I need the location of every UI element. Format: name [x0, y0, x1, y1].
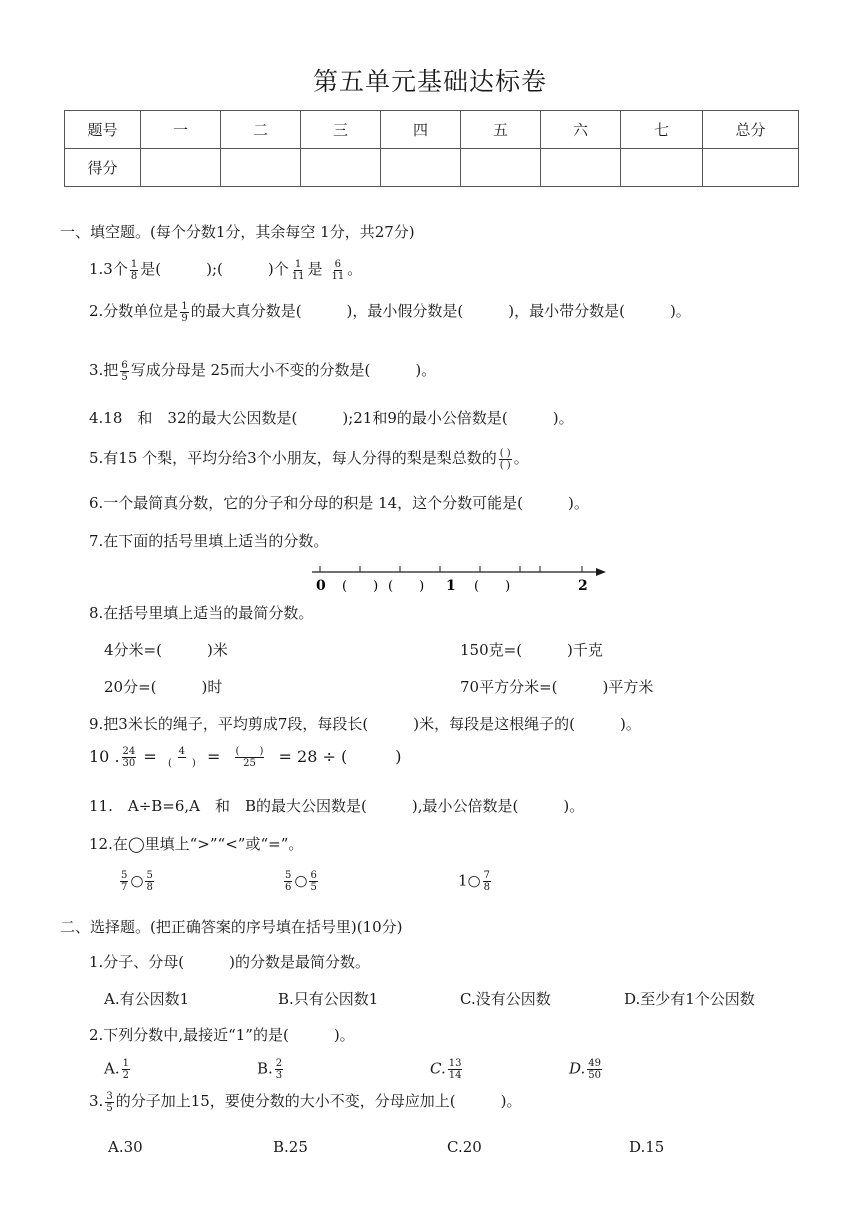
q-text: 10 . [89, 747, 120, 766]
score-header-cell: 三 [301, 111, 381, 149]
question-1-11: 11. A÷B=6,A 和 B的最大公因数是( ),最小公倍数是( )。 [89, 797, 585, 815]
choice-option[interactable] [569, 1058, 604, 1081]
numerator: 5 [285, 870, 292, 881]
numerator: 5 [121, 870, 128, 881]
numerator: ( ) [499, 447, 511, 459]
q-text: 是 [307, 260, 323, 278]
numerator: ( ) [235, 746, 264, 757]
numerator: 1 [294, 258, 302, 270]
score-table-header-row [65, 111, 799, 149]
q-text: 是( );( )个 [140, 260, 289, 278]
score-cell[interactable] [621, 149, 703, 187]
numerator: 49 [588, 1058, 601, 1069]
section2-heading: 二、选择题。(把正确答案的序号填在括号里)(10分) [60, 918, 403, 936]
choice-option[interactable]: C.没有公因数 [460, 990, 551, 1008]
score-header-cell: 五 [461, 111, 541, 149]
number-line-blank[interactable]: ( ) [388, 579, 425, 594]
fraction [164, 746, 200, 769]
fraction [448, 1058, 463, 1081]
question-2-2: 2.下列分数中,最接近“1”的是( )。 [89, 1026, 355, 1044]
option-letter: C. [430, 1059, 446, 1078]
score-row-label: 得分 [65, 149, 141, 187]
section1-heading: 一、填空题。(每个分数1分，其余每空 1分，共27分) [60, 223, 415, 241]
question-1-3 [89, 359, 436, 383]
choice-option[interactable] [104, 1058, 132, 1081]
score-header-cell: 题号 [65, 111, 141, 149]
denominator: 14 [448, 1070, 462, 1081]
q-text: 写成分母是 25而大小不变的分数是( )。 [130, 361, 437, 379]
score-header-cell: 七 [621, 111, 703, 149]
number-line-label-2: 2 [578, 578, 588, 594]
denominator: 8 [146, 882, 153, 893]
fraction [130, 259, 138, 282]
denominator: 11 [331, 270, 345, 282]
denominator: 5 [106, 1102, 113, 1114]
question-1-4: 4.18 和 32的最大公因数是( );21和9的最小公倍数是( )。 [89, 409, 574, 427]
q-text: 的分子加上15，要使分数的大小不变，分母应加上( )。 [115, 1092, 522, 1110]
score-cell[interactable] [141, 149, 221, 187]
compare-item [118, 870, 156, 893]
numerator: 1 [122, 1058, 129, 1069]
number-line-label-0: 0 [316, 578, 326, 594]
fraction [483, 870, 491, 893]
score-header-cell: 一 [141, 111, 221, 149]
question-1-2 [89, 300, 691, 324]
conversion-item: 70平方分米=( )平方米 [460, 678, 654, 696]
choice-option[interactable]: C.20 [447, 1138, 482, 1156]
score-header-cell: 六 [541, 111, 621, 149]
fraction [275, 1058, 283, 1081]
denominator: ( ) [499, 459, 511, 471]
fraction [120, 360, 128, 383]
fraction [291, 259, 306, 282]
question-1-1 [89, 258, 362, 282]
fraction [284, 870, 292, 893]
numerator: 6 [310, 870, 317, 881]
denominator: 5 [121, 371, 128, 383]
numerator: 7 [483, 870, 491, 881]
q-text: 3. [89, 1092, 104, 1110]
numerator: 24 [122, 746, 136, 757]
choice-option[interactable]: B.只有公因数1 [278, 990, 379, 1008]
fraction [309, 870, 317, 893]
fraction [499, 448, 512, 471]
fraction [145, 870, 153, 893]
question-1-10 [89, 744, 401, 769]
denominator: 50 [588, 1070, 601, 1081]
q-text: 的最大真分数是( )，最小假分数是( )，最小带分数是( )。 [190, 302, 691, 320]
page-title: 第五单元基础达标卷 [312, 67, 547, 96]
choice-option[interactable]: A.30 [108, 1138, 143, 1156]
fraction [122, 1058, 130, 1081]
q-text: = 28 ÷ ( ) [278, 747, 402, 766]
q-text: 2.分数单位是 [89, 302, 179, 320]
numerator: 13 [448, 1058, 462, 1069]
question-1-7: 7.在下面的括号里填上适当的分数。 [89, 532, 329, 550]
choice-option[interactable] [257, 1058, 285, 1081]
denominator: ( ) [167, 758, 196, 769]
score-table [64, 110, 799, 187]
number-line-blank[interactable]: ( ) [342, 579, 379, 594]
compare-item [282, 870, 320, 893]
arrow-icon [596, 568, 606, 576]
denominator: 5 [310, 882, 317, 893]
choice-option[interactable]: A.有公因数1 [104, 990, 190, 1008]
option-letter: D. [569, 1059, 586, 1078]
compare-item [458, 870, 493, 893]
numerator: 4 [178, 746, 186, 757]
denominator: 8 [130, 270, 138, 282]
choice-option[interactable]: D.15 [629, 1138, 665, 1156]
q-text: 3.把 [89, 361, 119, 379]
numerator: 2 [275, 1058, 283, 1069]
numerator: 6 [334, 258, 341, 270]
denominator: 9 [181, 312, 188, 324]
choice-option[interactable] [430, 1058, 464, 1081]
denominator: 25 [243, 758, 256, 769]
fraction [587, 1058, 602, 1081]
number-line [300, 560, 610, 596]
question-1-5 [89, 447, 529, 471]
question-1-8: 8.在括号里填上适当的最简分数。 [89, 604, 314, 622]
question-1-9: 9.把3米长的绳子，平均剪成7段，每段长( )米，每段是这根绳子的( )。 [89, 715, 641, 733]
whole-number: 1 [458, 871, 468, 890]
numerator: 6 [121, 359, 128, 371]
q-text: 5.有15 个梨，平均分给3个小朋友，每人分得的梨是梨总数的 [89, 449, 497, 467]
conversion-item: 20分=( )时 [104, 678, 223, 696]
choice-option[interactable]: D.至少有1个公因数 [624, 990, 755, 1008]
question-2-3 [89, 1090, 521, 1114]
denominator: 3 [275, 1070, 283, 1081]
denominator: 6 [285, 882, 292, 893]
conversion-item: 150克=( )千克 [460, 641, 603, 659]
q-text: 1.3个 [89, 260, 128, 278]
denominator: 11 [291, 270, 305, 282]
number-line-blank[interactable]: ( ) [474, 579, 511, 594]
equals-sign: = [143, 747, 157, 766]
equals-sign: = [206, 747, 221, 766]
score-cell[interactable] [541, 149, 621, 187]
compare-circle[interactable]: ○ [294, 871, 308, 890]
question-1-12: 12.在◯里填上“>”“<”或“=”。 [89, 835, 304, 853]
choice-option[interactable]: B.25 [273, 1138, 308, 1156]
option-letter: B. [257, 1059, 273, 1078]
score-cell[interactable] [381, 149, 461, 187]
number-line-label-1: 1 [446, 578, 456, 594]
denominator: 8 [483, 882, 491, 893]
denominator: 7 [121, 882, 128, 893]
fraction [330, 259, 345, 282]
conversion-item: 4分米=( )米 [104, 641, 228, 659]
score-cell[interactable] [461, 149, 541, 187]
score-cell[interactable] [703, 149, 799, 187]
denominator: 30 [122, 758, 136, 769]
score-header-cell: 四 [381, 111, 461, 149]
fraction [122, 746, 137, 769]
score-header-cell: 总分 [703, 111, 799, 149]
option-letter: A. [104, 1059, 120, 1078]
compare-circle[interactable]: ○ [130, 871, 144, 890]
fraction [180, 301, 188, 324]
question-2-1: 1.分子、分母( )的分数是最简分数。 [89, 953, 371, 971]
fraction [120, 870, 128, 893]
numerator: 3 [106, 1090, 113, 1102]
question-1-6: 6.一个最简真分数，它的分子和分母的积是 14，这个分数可能是( )。 [89, 494, 589, 512]
score-cell[interactable] [221, 149, 301, 187]
denominator: 2 [122, 1070, 129, 1081]
numerator: 1 [130, 258, 138, 270]
score-cell[interactable] [301, 149, 381, 187]
fraction [105, 1091, 113, 1114]
numerator: 5 [146, 870, 153, 881]
fraction [227, 746, 271, 769]
q-text: 。 [347, 260, 363, 278]
score-table-score-row [65, 149, 799, 187]
score-header-cell: 二 [221, 111, 301, 149]
compare-circle[interactable]: ○ [467, 871, 481, 890]
q-text: 。 [513, 449, 529, 467]
numerator: 1 [181, 300, 188, 312]
